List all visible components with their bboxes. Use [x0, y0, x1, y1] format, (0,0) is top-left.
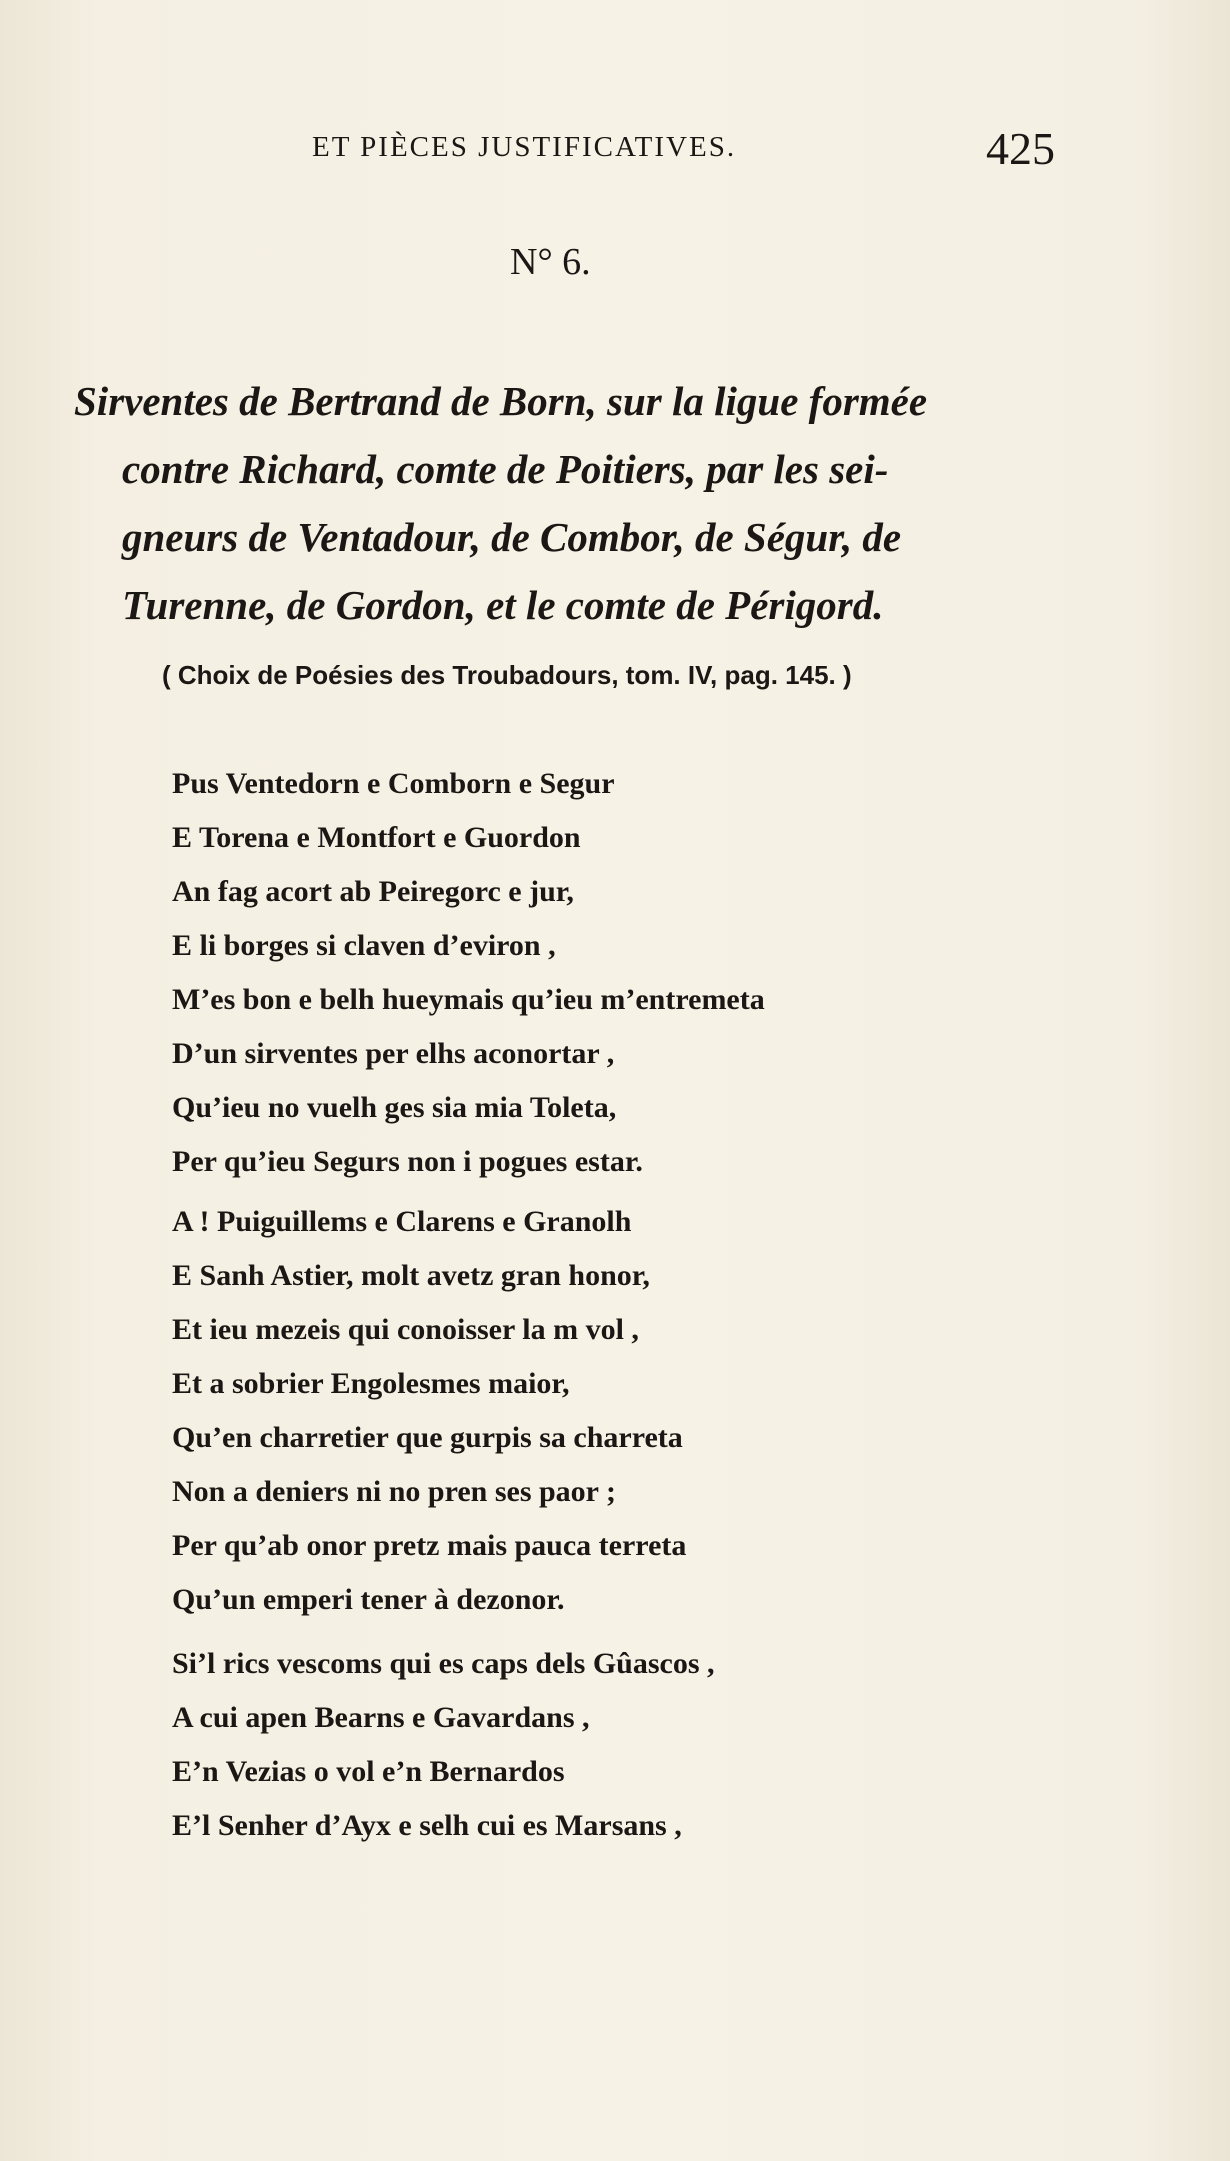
verse-line: Per qu’ab onor pretz mais pauca terreta: [172, 1529, 687, 1562]
verse-line: Et ieu mezeis qui conoisser la m vol ,: [172, 1313, 639, 1346]
verse-line: A cui apen Bearns e Gavardans ,: [172, 1701, 590, 1734]
stanza: [172, 757, 765, 1189]
verse-line: E’l Senher d’Ayx e selh cui es Marsans ,: [172, 1809, 682, 1842]
title-line: Turenne, de Gordon, et le comte de Périgord.: [122, 582, 884, 628]
source-citation: ( Choix de Poésies des Troubadours, tom. IV, pag. 145. ): [162, 660, 852, 690]
verse-line: Qu’en charretier que gurpis sa charreta: [172, 1421, 683, 1454]
verse-line: Pus Ventedorn e Comborn e Segur: [172, 767, 615, 800]
verse-line: M’es bon e belh hueymais qu’ieu m’entremeta: [172, 983, 765, 1016]
verse-line: Non a deniers ni no pren ses paor ;: [172, 1475, 616, 1508]
title-line: Sirventes de Bertrand de Born, sur la ligue formée: [74, 378, 928, 424]
verse-line: E Sanh Astier, molt avetz gran honor,: [172, 1259, 650, 1292]
title-line: contre Richard, comte de Poitiers, par les sei-: [122, 446, 889, 492]
verse-line: An fag acort ab Peiregorc e jur,: [172, 875, 574, 908]
document-number: N° 6.: [510, 241, 591, 283]
verse-line: D’un sirventes per elhs aconortar ,: [172, 1037, 615, 1070]
verse-line: Qu’un emperi tener à dezonor.: [172, 1583, 565, 1616]
verse-line: Si’l rics vescoms qui es caps dels Gûascos ,: [172, 1647, 715, 1680]
page-number: 425: [986, 123, 1055, 174]
stanza: [172, 1637, 715, 1853]
document-title: [74, 367, 1074, 639]
verse-line: Qu’ieu no vuelh ges sia mia Toleta,: [172, 1091, 617, 1124]
verse-line: Et a sobrier Engolesmes maior,: [172, 1367, 570, 1400]
verse-line: E’n Vezias o vol e’n Bernardos: [172, 1755, 565, 1788]
verse-line: E li borges si claven d’eviron ,: [172, 929, 556, 962]
verse-line: Per qu’ieu Segurs non i pogues estar.: [172, 1145, 643, 1178]
stanza: [172, 1195, 686, 1627]
title-line: gneurs de Ventadour, de Combor, de Ségur, de: [122, 514, 902, 560]
verse-line: E Torena e Montfort e Guordon: [172, 821, 581, 854]
running-head: ET PIÈCES JUSTIFICATIVES.: [312, 131, 737, 163]
verse-line: A ! Puiguillems e Clarens e Granolh: [172, 1205, 632, 1238]
